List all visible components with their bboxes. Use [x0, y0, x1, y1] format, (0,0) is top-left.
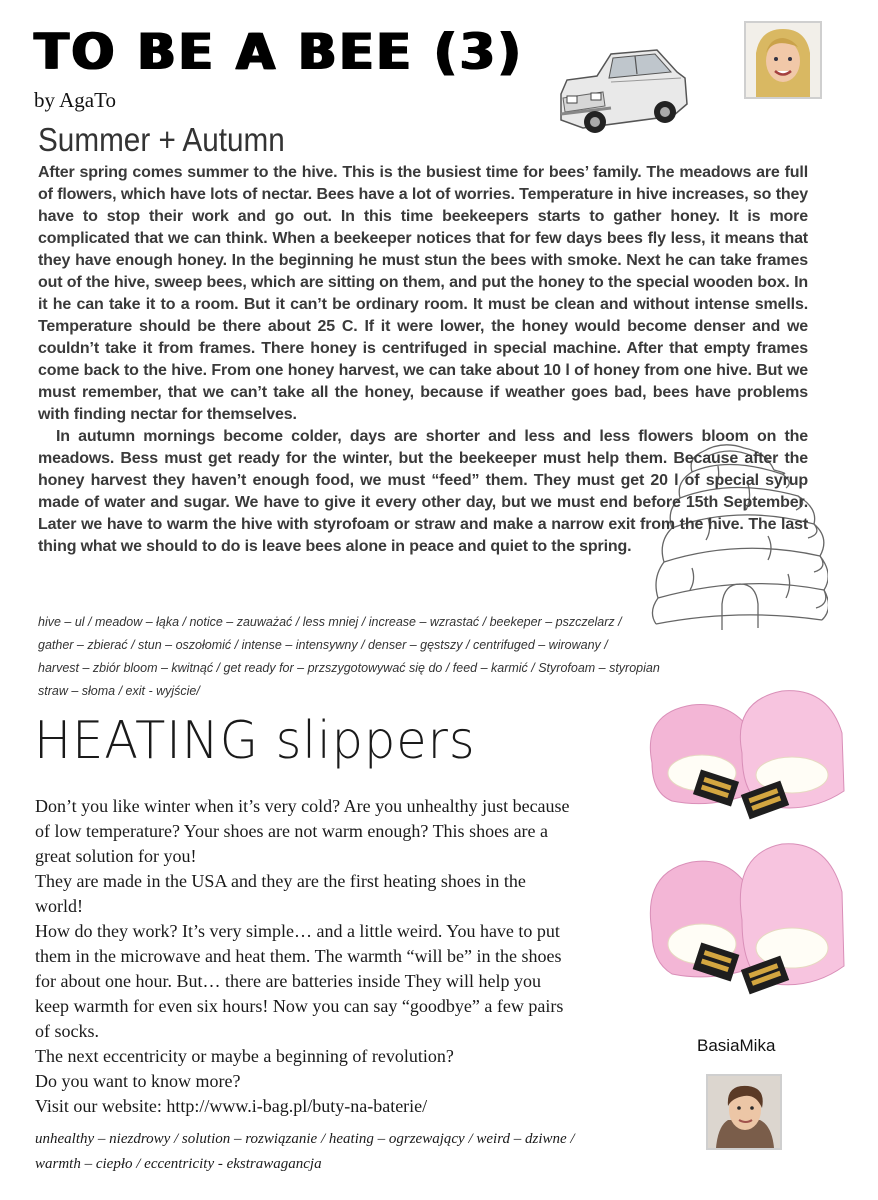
- byline: by AgaTo: [34, 88, 116, 112]
- vocabulary-list-slippers: unhealthy – niezdrowy / solution – rozwiązanie / heating – ogrzewający / weird – dziwne / warmth – ciepło / eccentricity - ekstrawagancja: [35, 1131, 575, 1172]
- car-image: [553, 32, 691, 142]
- paragraph: They are made in the USA and they are the first heating shoes in the world!: [35, 871, 526, 916]
- slippers-image: [632, 832, 852, 1002]
- paragraph: The next eccentricity or maybe a beginning of revolution?: [35, 1046, 454, 1066]
- author-photo-boy: [706, 1074, 782, 1150]
- paragraph: Don’t you like winter when it’s very cold? Are you unhealthy just because of low temperature? Your shoes are not warm enough? This shoes are a great solution for you!: [35, 796, 570, 866]
- paragraph-autumn: In autumn mornings become colder, days are shorter and less and less flowers bloom on the meadows. Bess must get ready for the winter, but the beekeeper must help them. Because after the honey harvest they haven’t enough food, we must “feed” them. They must get 20 l of special syrup made of water and sugar. We have to give it every other day, but we must end before 15th September. Later we have to warm the hive with styrofoam or straw and make a narrow exit from the hive. The last thing what we should to do is leave bees alone in peace and quiet to the spring.: [38, 428, 808, 555]
- page-title: TO BE A BEE (3): [34, 23, 524, 81]
- vocabulary-line: hive – ul / meadow – łąka / notice – zauważać / less mniej / increase – wzrastać / beekeper – pszczelarz /: [38, 615, 622, 629]
- section-heading-heating-slippers: HEATING slippers: [34, 711, 476, 771]
- author-name: BasiaMika: [697, 1036, 776, 1055]
- article-body-bees: [38, 162, 808, 558]
- vocabulary-line: gather – zbierać / stun – oszołomić / intense – intensywny / denser – gęstszy / centrifuged – wirowany /: [38, 638, 608, 652]
- section-heading-summer-autumn: Summer + Autumn: [38, 121, 285, 158]
- vocabulary-line: straw – słoma / exit - wyjście/: [38, 684, 200, 698]
- slippers-image: [632, 683, 852, 823]
- paragraph: Do you want to know more?: [35, 1071, 241, 1091]
- article-body-slippers: [35, 794, 575, 1119]
- vocabulary-list-bees: [38, 611, 703, 703]
- paragraph-summer: After spring comes summer to the hive. This is the busiest time for bees’ family. The meadows are full of flowers, which have lots of nectar. Bees have a lot of worries. Temperature in hive increases, so they have to stop their work and go out. In this time beekeepers starts to gather honey. It is more complicated that we can think. When a beekeeper notices that for few days bees fly less, it means that they have enough honey. In the beginning he must stun the bees with smoke. Next he can take frames out of the hive, sweep bees, which are sitting on them, and put the honey to the special wooden box. In it he can take it to a room. But it can’t be ordinary room. It must be clean and without intense smells. Temperature should be there about 25 C. If it were lower, the honey would become denser and we couldn’t take it from frames. There honey is centrifuged in special machine. After that empty frames come back to the hive. From one honey harvest, we can take about 10 l of honey from one hive. But we must remember, that we can’t take all the honey, because if weather goes bad, bees have problems with finding nectar for themselves.: [38, 164, 808, 423]
- vocabulary-line: harvest – zbiór bloom – kwitnąć / get ready for – przszygotowywać się do / feed – karmić / Styrofoam – styropian: [38, 661, 660, 675]
- paragraph: How do they work? It’s very simple… and a little weird. You have to put them in the microwave and heat them. The warmth “will be” in the shoes for about one hour. But… there are batteries inside They will help you keep warmth for even six hours! Now you can say “goodbye” a few pairs of socks.: [35, 921, 564, 1041]
- author-photo-girl: [744, 21, 822, 99]
- website-line: Visit our website: http://www.i-bag.pl/buty-na-baterie/: [35, 1096, 428, 1116]
